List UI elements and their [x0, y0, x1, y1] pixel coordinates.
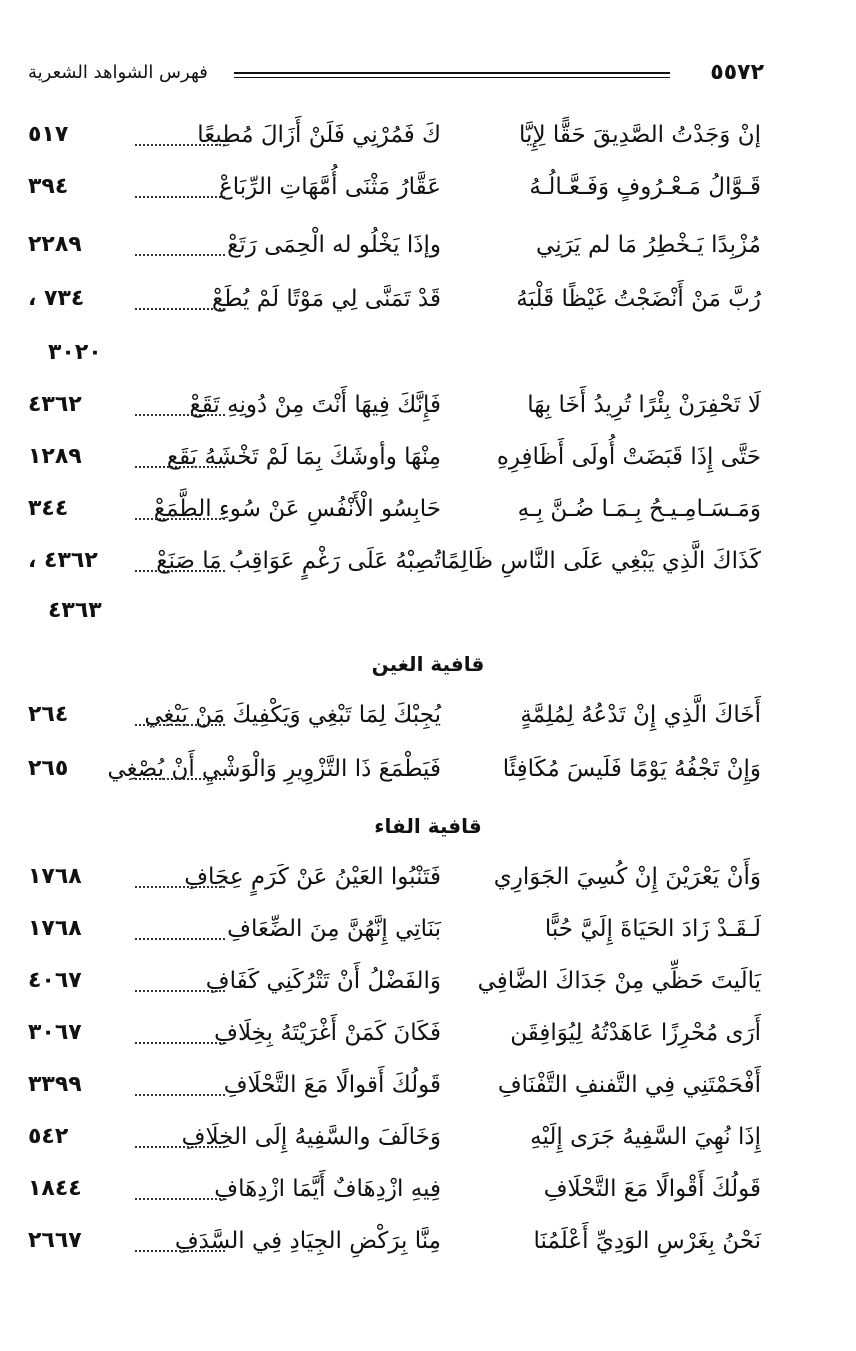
first-hemistich: قَولُكَ أَقْوالًا مَعَ التَّحْلَافِ — [543, 1176, 761, 1202]
verse-row — [0, 286, 856, 330]
first-hemistich: وَأَنْ يَعْرَيْنَ إِنْ كُسِيَ الجَوَارِي — [493, 864, 761, 890]
first-hemistich: حَتَّى إِذَا قَبَضَتْ أُولَى أَظَافِرِهِ — [496, 444, 761, 470]
second-hemistich: قَولُكَ أَقوالًا مَعَ التَّحْلَافِ — [223, 1072, 441, 1098]
first-hemistich: لَـقَـدْ زَادَ الحَيَاةَ إِلَيَّ حُبًّا — [544, 916, 761, 942]
first-hemistich: كَذَاكَ الَّذِي يَبْغِي عَلَى النَّاسِ ظَالِمًا — [440, 548, 761, 574]
running-title: فهرس الشواهد الشعرية — [28, 62, 208, 83]
dot-leader — [135, 122, 225, 146]
verse-row — [0, 548, 856, 592]
second-hemistich: فِيهِ ازْدِهَافٌ أَيَّمَا ازْدِهَافِ — [214, 1176, 441, 1202]
first-hemistich: أَخَاكَ الَّذِي إِنْ تَدْعُهُ لِمُلِمَّةٍ — [520, 702, 761, 728]
second-hemistich: فَتَنْبُوا العَيْنُ عَنْ كَرَمٍ عِجَافِ — [184, 864, 441, 890]
reference-number: ٣٤٤ — [28, 496, 69, 521]
dot-leader — [135, 1228, 225, 1252]
reference-number: ٣٠٦٧ — [28, 1020, 82, 1045]
dot-leader — [135, 232, 225, 256]
reference-number: ٢٢٨٩ — [28, 232, 82, 257]
second-hemistich: حَابِسُو الْأَنْفُسِ عَنْ سُوءِ الطَّمَعْ — [153, 496, 441, 522]
section-title: قافية الغين — [371, 652, 485, 676]
verse-row — [0, 916, 856, 960]
first-hemistich: مُزْبِدًا يَـخْطِرُ مَا لم يَرَنِي — [536, 232, 761, 258]
dot-leader — [135, 174, 225, 198]
second-hemistich: فَإِنَّكَ فِيهَا أَنْتَ مِنْ دُونِهِ تَقَعْ — [189, 392, 441, 418]
first-hemistich: أَفْحَمْتَنِي فِي التَّفنفِ التَّفْنَافِ — [497, 1072, 761, 1098]
first-hemistich: لَا تَحْفِرَنْ بِئْرًا تُرِيدُ أَخَا بِهَا — [527, 392, 761, 418]
verse-row — [0, 122, 856, 166]
dot-leader — [135, 496, 225, 520]
verse-row — [0, 1124, 856, 1168]
reference-number: ٥٤٢ — [28, 1124, 69, 1149]
second-hemistich: عَقَّارُ مَثْنَى أُمَّهَاتِ الرِّبَاعْ — [219, 174, 441, 200]
verse-row — [0, 968, 856, 1012]
first-hemistich: نَحْنُ بِغَرْسِ الوَدِيِّ أَعْلَمُنَا — [533, 1228, 761, 1254]
verse-row — [0, 1228, 856, 1272]
reference-number: ٢٦٤ — [28, 702, 69, 727]
first-hemistich: يَالَيتَ حَظِّي مِنْ جَدَاكَ الضَّافِي — [477, 968, 761, 994]
reference-number: ٣٩٤ — [28, 174, 69, 199]
dot-leader — [135, 968, 225, 992]
second-hemistich: مِنَّا بِرَكْضِ الجِيَادِ فِي السَّدَفِ — [174, 1228, 441, 1254]
reference-number: ١٨٤٤ — [28, 1176, 82, 1201]
second-hemistich: كَ فَمُرْنِي فَلَنْ أَزَالَ مُطِيعًا — [197, 122, 441, 148]
header-rule — [234, 72, 670, 78]
dot-leader — [135, 702, 225, 726]
reference-number: ١٧٦٨ — [28, 864, 82, 889]
reference-number: ٣٣٩٩ — [28, 1072, 82, 1097]
first-hemistich: وَمَـسَـامِـيـحُ بِـمَـا ضُـنَّ بِـهِ — [517, 496, 761, 522]
verse-row — [0, 1072, 856, 1116]
dot-leader — [135, 864, 225, 888]
second-hemistich: وإذَا يَخْلُو له الْحِمَى رَتَعْ — [227, 232, 441, 258]
dot-leader — [135, 1020, 225, 1044]
reference-number: ٥١٧ — [28, 122, 69, 147]
first-hemistich: إنْ وَجَدْتُ الصَّدِيقَ حَقًّا لِإِيَّا — [519, 122, 761, 148]
verse-row — [0, 756, 856, 800]
reference-number: ١٧٦٨ — [28, 916, 82, 941]
reference-number: ٢٦٥ — [28, 756, 69, 781]
verse-row — [0, 392, 856, 436]
dot-leader — [135, 916, 225, 940]
verse-row — [0, 864, 856, 908]
dot-leader — [135, 1176, 225, 1200]
reference-number: ١٢٨٩ — [28, 444, 82, 469]
second-hemistich: وَخَالَفَ والسَّفِيهُ إِلَى الخِلَافِ — [181, 1124, 441, 1150]
second-hemistich: يُجِبْكَ لِمَا تَبْغِي وَيَكْفِيكَ مَنْ يَبْغِي — [144, 702, 441, 728]
first-hemistich: قَـوَّالُ مَـعْـرُوفٍ وَفَـعَّـالُـهُ — [529, 174, 761, 200]
section-title: قافية الفاء — [374, 814, 482, 838]
dot-leader — [135, 444, 225, 468]
verse-row — [0, 702, 856, 746]
second-hemistich: وَالفَضْلُ أَنْ تَتْرُكَنِي كَفَافِ — [205, 968, 441, 994]
dot-leader — [135, 392, 225, 416]
reference-number: ٧٣٤ ، — [28, 286, 85, 311]
second-hemistich: فَيَطْمَعَ ذَا التَّزْوِيرِ وَالْوَشْيِ أَنْ يُصْغِي — [107, 756, 441, 782]
reference-number: ٤٠٦٧ — [28, 968, 82, 993]
verse-row — [0, 1176, 856, 1220]
second-hemistich: مِنْهَا وأوشَكَ بِمَا لَمْ تَخْشَهُ يَقَع — [166, 444, 441, 470]
dot-leader — [135, 286, 225, 310]
verse-row — [0, 232, 856, 276]
first-hemistich: أَرَى مُحْرِزًا عَاهَدْتُهُ لِيُوَافِقَن — [510, 1020, 761, 1046]
reference-continuation: ٤٣٦٣ — [48, 598, 102, 623]
second-hemistich: بَنَاتِي إِنَّهُنَّ مِنَ الضِّعَافِ — [227, 916, 441, 942]
reference-number: ٤٣٦٢ — [28, 392, 82, 417]
reference-number: ٤٣٦٢ ، — [28, 548, 98, 573]
second-hemistich: قَدْ تَمَنَّى لِي مَوْتًا لَمْ يُطَعْ — [211, 286, 441, 312]
dot-leader — [135, 756, 225, 780]
first-hemistich: وَإِنْ تَجْفُهُ يَوْمًا فَلَيسَ مُكَافِئًا — [502, 756, 761, 782]
second-hemistich: تُصِبْهُ عَلَى رَغْمٍ عَوَاقِبُ مَا صَنَعْ — [156, 548, 441, 574]
verse-row — [0, 1020, 856, 1064]
reference-number: ٢٦٦٧ — [28, 1228, 82, 1253]
verse-row — [0, 496, 856, 540]
page-number: ٥٥٧٢ — [710, 60, 764, 85]
page-header — [28, 58, 764, 94]
verse-row — [0, 174, 856, 218]
reference-continuation: ٣٠٢٠ — [48, 340, 102, 365]
dot-leader — [135, 1072, 225, 1096]
dot-leader — [135, 548, 225, 572]
verse-row — [0, 444, 856, 488]
first-hemistich: إِذَا نُهِيَ السَّفِيهُ جَرَى إِلَيْهِ — [530, 1124, 761, 1150]
dot-leader — [135, 1124, 225, 1148]
second-hemistich: فَكَانَ كَمَنْ أَغْرَيْتَهُ بِخِلَافِ — [214, 1020, 441, 1046]
first-hemistich: رُبَّ مَنْ أَنْضَجْتُ غَيْظًا قَلْبَهُ — [516, 286, 761, 312]
